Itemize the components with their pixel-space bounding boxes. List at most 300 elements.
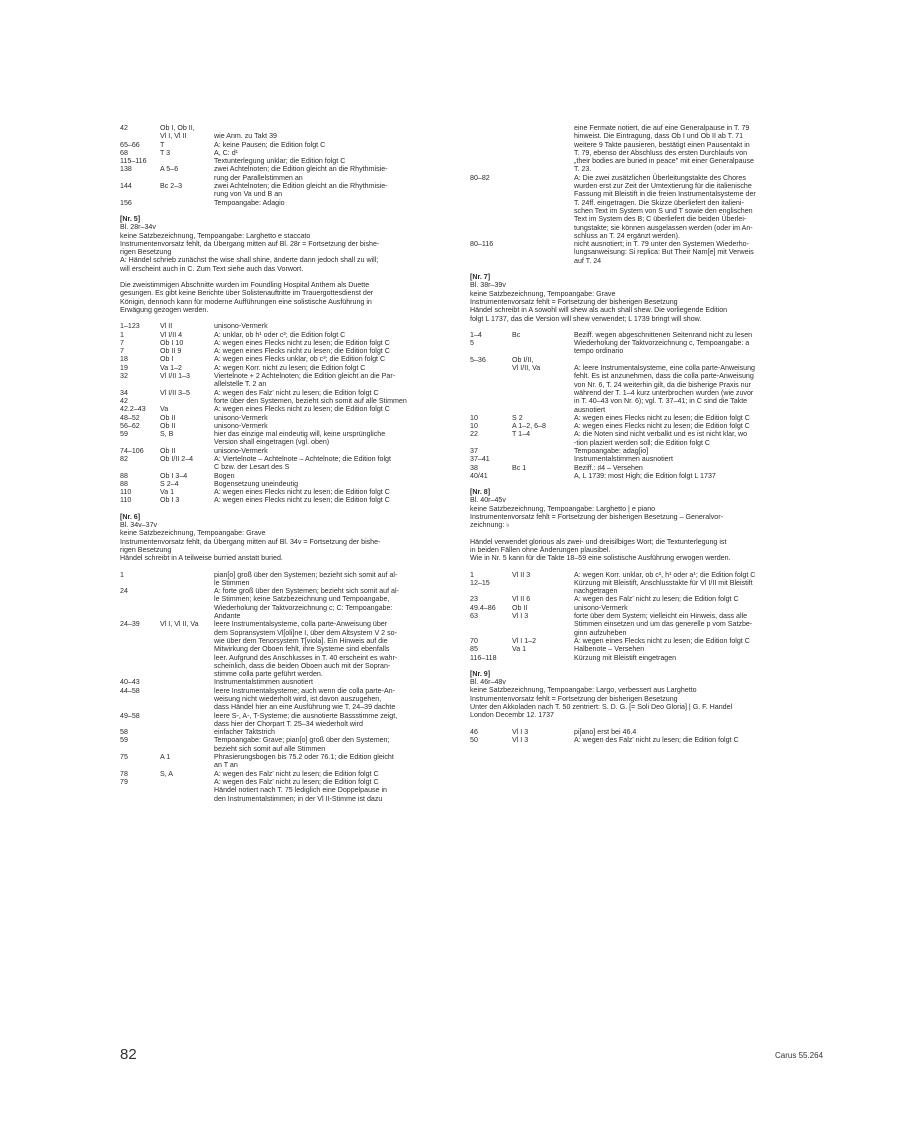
annotation-row [120, 339, 452, 347]
voice-cell: Vl II [160, 322, 173, 331]
annotation-row [120, 355, 452, 363]
left-column [120, 124, 452, 803]
voice-cell [160, 786, 214, 794]
voice-cell: T 1–4 [512, 430, 531, 439]
comment-cell: tungstakte; sie können ausgelassen werden (oder im An- [574, 223, 753, 232]
paragraph [470, 281, 802, 322]
measure-cell [470, 199, 512, 207]
measure-cell: 5 [470, 339, 474, 348]
measure-cell: 46 [470, 727, 478, 736]
voice-cell [512, 215, 574, 223]
measure-cell [120, 174, 160, 182]
voice-cell [160, 397, 214, 405]
measure-cell: 42 [120, 396, 128, 405]
paragraph [470, 538, 802, 563]
measure-cell [470, 207, 512, 215]
voice-cell: Ob I 3–4 [160, 471, 188, 480]
measure-cell: 42 [120, 124, 128, 132]
voice-cell: Vl I 3 [512, 735, 529, 744]
annotation-row [120, 571, 452, 579]
voice-cell [512, 157, 574, 165]
comment-cell: tempo ordinario [574, 347, 624, 356]
comment-cell: unisono-Vermerk [214, 413, 268, 422]
voice-cell: Vl I/II 1–3 [160, 372, 190, 381]
measure-cell: 37–41 [470, 455, 490, 464]
comment-cell: lungsanweisung: Si replica: But Their Nam[e] mit Verweis [574, 248, 754, 257]
measure-cell: 80–82 [470, 173, 490, 182]
measure-cell: 19 [120, 363, 128, 372]
spacer [120, 505, 452, 513]
voice-cell [160, 637, 214, 645]
measure-cell [120, 595, 160, 603]
comment-cell: Version shall eingetragen (vgl. oben) [214, 438, 330, 447]
comment-cell: A: wegen eines Flecks nicht zu lesen; die Edition folgt C [574, 413, 750, 422]
annotation-row [470, 728, 802, 736]
voice-cell: Bc 1 [512, 463, 527, 472]
annotation-row [120, 405, 452, 413]
comment-cell: A: unklar, ob h¹ oder c²; die Edition folgt C [214, 330, 346, 339]
comment-cell: A: wegen des Falz' nicht zu lesen; die Edition folgt C [214, 388, 379, 397]
voice-cell: S, A [160, 769, 174, 778]
measure-cell: 40–43 [120, 678, 140, 687]
spacer [470, 480, 802, 488]
annotation-row [470, 620, 802, 628]
annotation-row [120, 612, 452, 620]
annotation-row [120, 662, 452, 670]
voice-cell [512, 439, 574, 447]
measure-cell: 18 [120, 355, 128, 364]
measure-cell: 1 [120, 330, 124, 339]
voice-cell: Va 1 [512, 645, 527, 654]
comment-cell: A, C: d¹ [214, 148, 239, 157]
voice-cell: Ob II 9 [160, 347, 182, 356]
comment-cell: C bzw. der Lesart des S [214, 463, 290, 472]
voice-cell [160, 571, 214, 579]
measure-cell [470, 141, 512, 149]
measure-cell: 10 [470, 422, 478, 431]
comment-cell: nicht ausnotiert; in T. 79 unter den Systemen Wiederho- [574, 240, 749, 249]
annotation-row [120, 174, 452, 182]
comment-cell: A: wegen des Falz' nicht zu lesen; die Edition folgt C [214, 777, 379, 786]
annotation-row [470, 224, 802, 232]
annotation-table [470, 124, 802, 265]
annotation-row [120, 587, 452, 595]
annotation-row [120, 761, 452, 769]
voice-cell [512, 455, 574, 463]
annotation-row [120, 380, 452, 388]
annotation-table [120, 322, 452, 505]
text-line: Bl. 28r–34v [120, 223, 156, 232]
voice-cell: A 1–2, 6–8 [512, 422, 546, 431]
annotation-row [470, 736, 802, 744]
annotation-row [120, 736, 452, 744]
measure-cell: 58 [120, 728, 128, 737]
voice-cell [512, 132, 574, 140]
comment-cell: A: wegen eines Flecks nicht zu lesen; die Edition folgt C [214, 405, 390, 414]
measure-cell [120, 703, 160, 711]
measure-cell [470, 439, 512, 447]
text-line: Bl. 38r–39v [470, 281, 506, 290]
comment-cell: Textunterlegung unklar; die Edition folgt C [214, 157, 346, 166]
paragraph [120, 281, 452, 314]
annotation-row [470, 455, 802, 463]
measure-cell [470, 257, 512, 265]
measure-cell: 1–123 [120, 322, 140, 331]
measure-cell [120, 463, 160, 471]
annotation-row [120, 347, 452, 355]
text-line: keine Satzbezeichnung, Tempoangabe: Larghetto e staccato [120, 231, 311, 240]
paragraph [470, 678, 802, 719]
comment-cell: stimme colla parte geführt werden. [214, 670, 323, 679]
measure-cell [470, 406, 512, 414]
voice-cell: Vl I 1–2 [512, 636, 537, 645]
measure-cell [120, 579, 160, 587]
measure-cell: 70 [470, 636, 478, 645]
annotation-row [120, 132, 452, 140]
text-line: Instrumentenvorsatz fehlt, da Übergang mitten auf Bl. 28r = Fortsetzung der bishe- [120, 239, 380, 248]
annotation-row [470, 587, 802, 595]
voice-cell [512, 406, 574, 414]
annotation-row [470, 447, 802, 455]
measure-cell: 40/41 [470, 471, 488, 480]
voice-cell: Vl I, Vl II [160, 132, 187, 141]
annotation-row [470, 422, 802, 430]
voice-cell [512, 447, 574, 455]
measure-cell: 78 [120, 769, 128, 778]
annotation-row [120, 786, 452, 794]
measure-cell [120, 132, 160, 140]
text-line: Instrumentenvorsatz fehlt = Fortsetzung der bisherigen Besetzung [470, 297, 678, 306]
measure-cell: 50 [470, 735, 478, 744]
catalog-number: Carus 55.264 [775, 1051, 824, 1060]
voice-cell: Va [160, 405, 169, 414]
comment-cell: Mitwirkung der Oboen fehlt, ihre Systeme sind ebenfalls [214, 645, 390, 654]
measure-cell: 80–116 [470, 240, 494, 249]
comment-cell: Beziff. wegen abgeschnittenen Seitenrand nicht zu lesen [574, 330, 753, 339]
voice-cell: Ob II [160, 413, 176, 422]
comment-cell: wurden erst zur Zeit der Umtextierung für die italienische [574, 182, 752, 191]
comment-cell: A: wegen eines Flecks unklar, ob c³; die Edition folgt C [214, 355, 386, 364]
annotation-row [120, 687, 452, 695]
measure-cell: 7 [120, 347, 124, 356]
comment-cell: „their bodies are buried in peace" mit einer Generalpause [574, 157, 754, 166]
measure-cell [470, 215, 512, 223]
comment-cell: Bogensetzung uneindeutig [214, 479, 299, 488]
measure-cell [120, 654, 160, 662]
voice-cell [160, 761, 214, 769]
measure-cell: 110 [120, 496, 132, 505]
measure-cell [120, 629, 160, 637]
measure-cell: 48–52 [120, 413, 140, 422]
paragraph [120, 223, 452, 273]
voice-cell: Bc [512, 330, 521, 339]
comment-cell: A: leere Instrumentalsysteme, eine colla parte-Anweisung [574, 364, 755, 373]
comment-cell: weitere 9 Takte pausieren, bestätigt einen Pausentakt in [574, 140, 750, 149]
measure-cell [470, 190, 512, 198]
annotation-row [120, 488, 452, 496]
voice-cell [160, 629, 214, 637]
measure-cell [120, 612, 160, 620]
voice-cell [160, 380, 214, 388]
comment-cell: A: wegen Korr. nicht zu lesen; die Edition folgt C [214, 363, 366, 372]
annotation-row [120, 331, 452, 339]
voice-cell [512, 190, 574, 198]
measure-cell [470, 389, 512, 397]
voice-cell [160, 678, 214, 686]
section-heading: [Nr. 9] [470, 669, 491, 678]
annotation-row [470, 339, 802, 347]
voice-cell [512, 372, 574, 380]
annotation-row [120, 778, 452, 786]
text-line: London Decembr 12. 1737 [470, 711, 555, 720]
voice-cell: S 2 [512, 413, 523, 422]
annotation-row [120, 430, 452, 438]
annotation-row [470, 654, 802, 662]
annotation-row [470, 174, 802, 182]
comment-cell: schluss an T. 24 ergänzt werden). [574, 231, 680, 240]
measure-cell [470, 248, 512, 256]
annotation-row [470, 406, 802, 414]
comment-cell: in T. 40–43 von Nr. 6); vgl. T. 37–41; in C sind die Takte [574, 397, 748, 406]
spacer [470, 662, 802, 670]
measure-cell: 79 [120, 777, 128, 786]
measure-cell [470, 232, 512, 240]
voice-cell [512, 381, 574, 389]
text-line: Händel schreibt in A teilweise burried anstatt buried. [120, 554, 283, 563]
comment-cell: unisono-Vermerk [574, 603, 628, 612]
annotation-row [120, 124, 452, 132]
annotation-row [470, 439, 802, 447]
annotation-row [120, 364, 452, 372]
voice-cell [512, 174, 574, 182]
comment-cell: dass hier der Chorpart T. 25–34 wiederholt wird [214, 719, 363, 728]
comment-cell: einfacher Taktstrich [214, 728, 275, 737]
voice-cell [512, 149, 574, 157]
annotation-row [120, 157, 452, 165]
measure-cell [470, 132, 512, 140]
comment-cell: pi[ano] erst bei 46.4 [574, 727, 637, 736]
comment-cell: unisono-Vermerk [214, 322, 268, 331]
comment-cell: weisung nicht wiederholt wird, ist davon auszugehen, [214, 695, 382, 703]
comment-cell: A: wegen eines Flecks nicht zu lesen; die Edition folgt C [574, 636, 750, 645]
measure-cell: 144 [120, 182, 132, 191]
annotation-row [120, 438, 452, 446]
measure-cell [120, 786, 160, 794]
annotation-row [120, 322, 452, 330]
annotation-row [470, 331, 802, 339]
measure-cell [120, 720, 160, 728]
measure-cell: 44–58 [120, 686, 140, 695]
comment-cell [574, 356, 802, 364]
comment-cell: Text im System des B; C überliefert die beiden Überlei- [574, 215, 747, 224]
text-line: Instrumentenvorsatz fehlt, da Übergang mitten auf Bl. 34v = Fortsetzung der bishe- [120, 537, 381, 546]
comment-cell: Andante [214, 612, 241, 621]
measure-cell: 1 [120, 570, 124, 579]
voice-cell [512, 620, 574, 628]
spacer [470, 530, 802, 538]
measure-cell: 110 [120, 488, 132, 497]
annotation-row [470, 604, 802, 612]
voice-cell: S 2–4 [160, 479, 179, 488]
comment-cell: wie Anm. zu Takt 39 [214, 132, 277, 141]
comment-cell: dass Händel hier an eine Ausführung wie T. 24–39 dachte [214, 703, 396, 712]
annotation-row [470, 464, 802, 472]
measure-cell: 23 [470, 595, 478, 604]
comment-cell: Fassung mit Bleistift in die freien Instrumentalsysteme der [574, 190, 756, 199]
comment-cell: A: wegen eines Flecks nicht zu lesen; die Edition folgt C [214, 488, 390, 497]
annotation-row [470, 257, 802, 265]
comment-cell: Wiederholung der Taktvorzeichnung c, Tempoangabe: a [574, 339, 750, 348]
annotation-row [470, 389, 802, 397]
annotation-row [470, 199, 802, 207]
voice-cell [160, 587, 214, 595]
right-column [470, 124, 802, 744]
comment-cell: dem Sopransystem Vl[oli]ne I, über dem Altsystem V 2 so- [214, 628, 397, 637]
measure-cell: 85 [470, 645, 478, 654]
measure-cell: 7 [120, 338, 124, 347]
voice-cell: Ob I 3 [160, 496, 180, 505]
annotation-row [120, 447, 452, 455]
voice-cell: Ob I [160, 355, 174, 364]
voice-cell [160, 687, 214, 695]
measure-cell: 32 [120, 372, 128, 381]
text-line: Erwägung gezogen werden. [120, 305, 209, 314]
annotation-row [120, 190, 452, 198]
text-line: rigen Besetzung [120, 248, 172, 257]
comment-cell: T. 24ff. eingetragen. Die Skizze überliefert den italieni- [574, 198, 744, 207]
voice-cell [512, 199, 574, 207]
annotation-row [120, 149, 452, 157]
annotation-row [120, 620, 452, 628]
voice-cell [512, 141, 574, 149]
annotation-row [120, 199, 452, 207]
voice-cell [160, 736, 214, 744]
section-heading: [Nr. 7] [470, 273, 491, 282]
voice-cell [512, 629, 574, 637]
measure-cell [120, 190, 160, 198]
annotation-row [470, 397, 802, 405]
comment-cell: scheinlich, dass die beiden Oboen auch mit der Sopran- [214, 661, 391, 670]
comment-cell: hinweist. Die Eintragung, dass Ob I und Ob II ab T. 71 [574, 132, 744, 141]
annotation-row [470, 165, 802, 173]
comment-cell: forte über den Systemen, bezieht sich somit auf alle Stimmen [214, 396, 407, 405]
comment-cell: leere Instrumentalsysteme, colla parte-Anweisung über [214, 620, 388, 629]
annotation-row [470, 347, 802, 355]
comment-cell: A: wegen eines Flecks nicht zu lesen; die Edition folgt C [214, 338, 390, 347]
comment-cell: A: wegen eines Flecks nicht zu lesen; die Edition folgt C [214, 347, 390, 356]
annotation-row [470, 132, 802, 140]
annotation-row [120, 480, 452, 488]
comment-cell: während der T. 1–4 kurz unterbrochen wurden (wie zuvor [574, 388, 754, 397]
annotation-row [120, 595, 452, 603]
annotation-row [470, 472, 802, 480]
voice-cell [512, 248, 574, 256]
measure-cell [120, 645, 160, 653]
comment-cell: Bogen [214, 471, 235, 480]
comment-cell: Stimmen einsetzen und um das generelle p vom Satzbe- [574, 620, 753, 629]
measure-cell [470, 364, 512, 372]
voice-cell: S, B [160, 430, 174, 439]
comment-cell [214, 124, 452, 132]
section-heading: [Nr. 8] [470, 488, 491, 497]
annotation-row [470, 240, 802, 248]
voice-cell [160, 174, 214, 182]
comment-cell: A: die Noten sind nicht verbalkt und es ist nicht klar, wo [574, 430, 748, 439]
voice-cell: A 5–6 [160, 165, 179, 174]
comment-cell: Viertelnote + 2 Achtelnoten; die Edition gleicht an die Par- [214, 372, 396, 381]
annotation-row [120, 712, 452, 720]
comment-cell: A: Die zwei zusätzlichen Überleitungstakte des Chores [574, 173, 746, 182]
measure-cell: 65–66 [120, 140, 140, 149]
text-line: zeichnung: ♭ [470, 521, 510, 530]
annotation-table [120, 571, 452, 803]
text-line: Unter den Akkoladen nach T. 50 zentriert: S. D. G. [= Soli Deo Gloria] | G. F. Handel [470, 703, 733, 711]
spacer [470, 265, 802, 273]
voice-cell [512, 257, 574, 265]
comment-cell: leer. Aufgrund des Anschlusses in T. 40 erscheint es wahr- [214, 653, 398, 662]
measure-cell: 37 [470, 446, 478, 455]
measure-cell [470, 157, 512, 165]
comment-cell: ginn aufzuheben [574, 628, 627, 637]
voice-cell: Va 1 [160, 488, 175, 497]
text-line: Die zweistimmigen Abschnitte wurden im Foundling Hospital Anthem als Duette [120, 281, 370, 290]
measure-cell: 49.4–86 [470, 603, 496, 612]
voice-cell [512, 182, 574, 190]
annotation-row [120, 604, 452, 612]
voice-cell [160, 720, 214, 728]
text-line: Händel verwendet glorious als zwei- und dreisilbiges Wort; die Textunterlegung ist [470, 537, 727, 546]
comment-cell: rung von Va und B an [214, 190, 283, 199]
comment-cell: zwei Achtelnoten; die Edition gleicht an die Rhythmisie- [214, 165, 388, 174]
measure-cell: 138 [120, 165, 132, 174]
text-line: Instrumentenvorsatz fehlt = Fortsetzung der bisherigen Besetzung [470, 694, 678, 703]
text-line: keine Satzbezeichnung, Tempoangabe: Grave [470, 289, 616, 298]
comment-cell: le Stimmen; keine Satzbezeichnung und Tempoangabe, [214, 595, 390, 604]
comment-cell: A: forte groß über den Systemen; bezieht sich somit auf al- [214, 587, 399, 596]
annotation-row [470, 372, 802, 380]
annotation-row [120, 496, 452, 504]
voice-cell [512, 579, 574, 587]
voice-cell: Ob I 10 [160, 338, 184, 347]
annotation-row [120, 463, 452, 471]
voice-cell [512, 232, 574, 240]
measure-cell [470, 397, 512, 405]
voice-cell [160, 595, 214, 603]
annotation-row [120, 795, 452, 803]
annotation-table [470, 728, 802, 745]
annotation-row [120, 637, 452, 645]
section-heading: [Nr. 6] [120, 512, 141, 521]
measure-cell [470, 620, 512, 628]
measure-cell: 88 [120, 479, 128, 488]
measure-cell: 56–62 [120, 421, 140, 430]
comment-cell: Tempoangabe: adag[io] [574, 446, 649, 455]
annotation-row [470, 149, 802, 157]
voice-cell [512, 397, 574, 405]
annotation-row [470, 141, 802, 149]
text-line: Händel schreibt in A sowohl will shew als auch shall shew. Die vorliegende Edition [470, 306, 728, 315]
voice-cell [160, 612, 214, 620]
voice-cell: Vl I 3 [512, 727, 529, 736]
comment-cell: schen Text im System von S und T sowie den englischen [574, 206, 753, 215]
comment-cell: Kürzung mit Bleistift, Anschlusstakte für Vl I/II mit Bleistift [574, 578, 753, 587]
annotation-row [120, 670, 452, 678]
annotation-row [470, 595, 802, 603]
spacer [120, 563, 452, 571]
annotation-row [120, 753, 452, 761]
comment-cell: zwei Achtelnoten; die Edition gleicht an die Rhythmisie- [214, 182, 388, 191]
measure-cell [120, 670, 160, 678]
